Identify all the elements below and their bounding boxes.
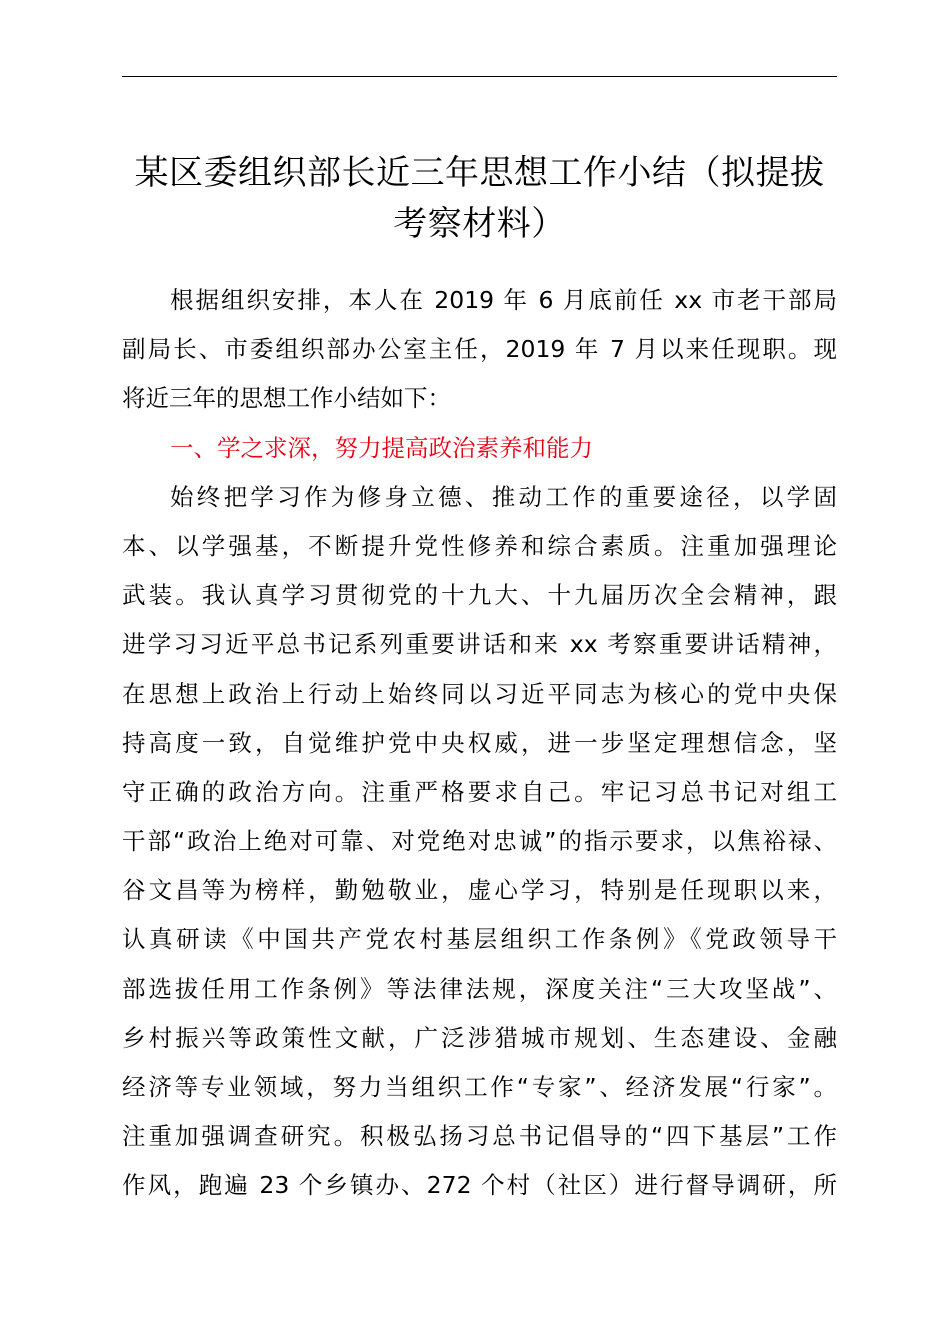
body-line: 武装。我认真学习贯彻党的十九大、十九届历次全会精神，跟 xyxy=(122,581,837,610)
body-line: 认真研读《中国共产党农村基层组织工作条例》《党政领导干 xyxy=(122,925,837,954)
body-line: 守正确的政治方向。注重严格要求自己。牢记习总书记对组工 xyxy=(122,777,837,806)
body-line: 进学习习近平总书记系列重要讲话和来 xx 考察重要讲话精神， xyxy=(122,630,837,659)
body-line: 干部“政治上绝对可靠、对党绝对忠诚”的指示要求，以焦裕禄、 xyxy=(122,827,837,856)
body-line: 本、以学强基，不断提升党性修养和综合素质。注重加强理论 xyxy=(122,531,837,560)
body-line: 作风，跑遍 23 个乡镇办、272 个村（社区）进行督导调研，所 xyxy=(122,1171,837,1200)
title-line-1: 某区委组织部长近三年思想工作小结（拟提拔 xyxy=(134,153,825,193)
body-line: 持高度一致，自觉维护党中央权威，进一步坚定理想信念，坚 xyxy=(122,728,837,757)
body-line: 在思想上政治上行动上始终同以习近平同志为核心的党中央保 xyxy=(122,679,837,708)
title-line-2: 考察材料） xyxy=(393,204,566,244)
intro-line: 根据组织安排，本人在 2019 年 6 月底前任 xx 市老干部局 xyxy=(170,286,837,314)
body-line: 乡村振兴等政策性文献，广泛涉猎城市规划、生态建设、金融 xyxy=(122,1023,837,1052)
intro-line: 副局长、市委组织部办公室主任，2019 年 7 月以来任现职。现 xyxy=(122,335,837,364)
document-title xyxy=(122,148,837,250)
document-body xyxy=(122,276,837,1211)
header-rule xyxy=(122,76,837,77)
intro-line: 将近三年的思想工作小结如下： xyxy=(122,384,451,413)
body-line: 始终把学习作为修身立德、推动工作的重要途径，以学固 xyxy=(170,482,837,511)
body-line: 谷文昌等为榜样，勤勉敬业，虚心学习，特别是任现职以来， xyxy=(122,876,837,905)
body-line: 注重加强调查研究。积极弘扬习总书记倡导的“四下基层”工作 xyxy=(122,1122,837,1151)
body-line: 经济等专业领域，努力当组织工作“专家”、经济发展“行家”。 xyxy=(122,1073,837,1101)
section-heading: 一、学之求深，努力提高政治素养和能力 xyxy=(170,433,593,462)
body-line: 部选拔任用工作条例》等法律法规，深度关注“三大攻坚战”、 xyxy=(122,974,837,1003)
